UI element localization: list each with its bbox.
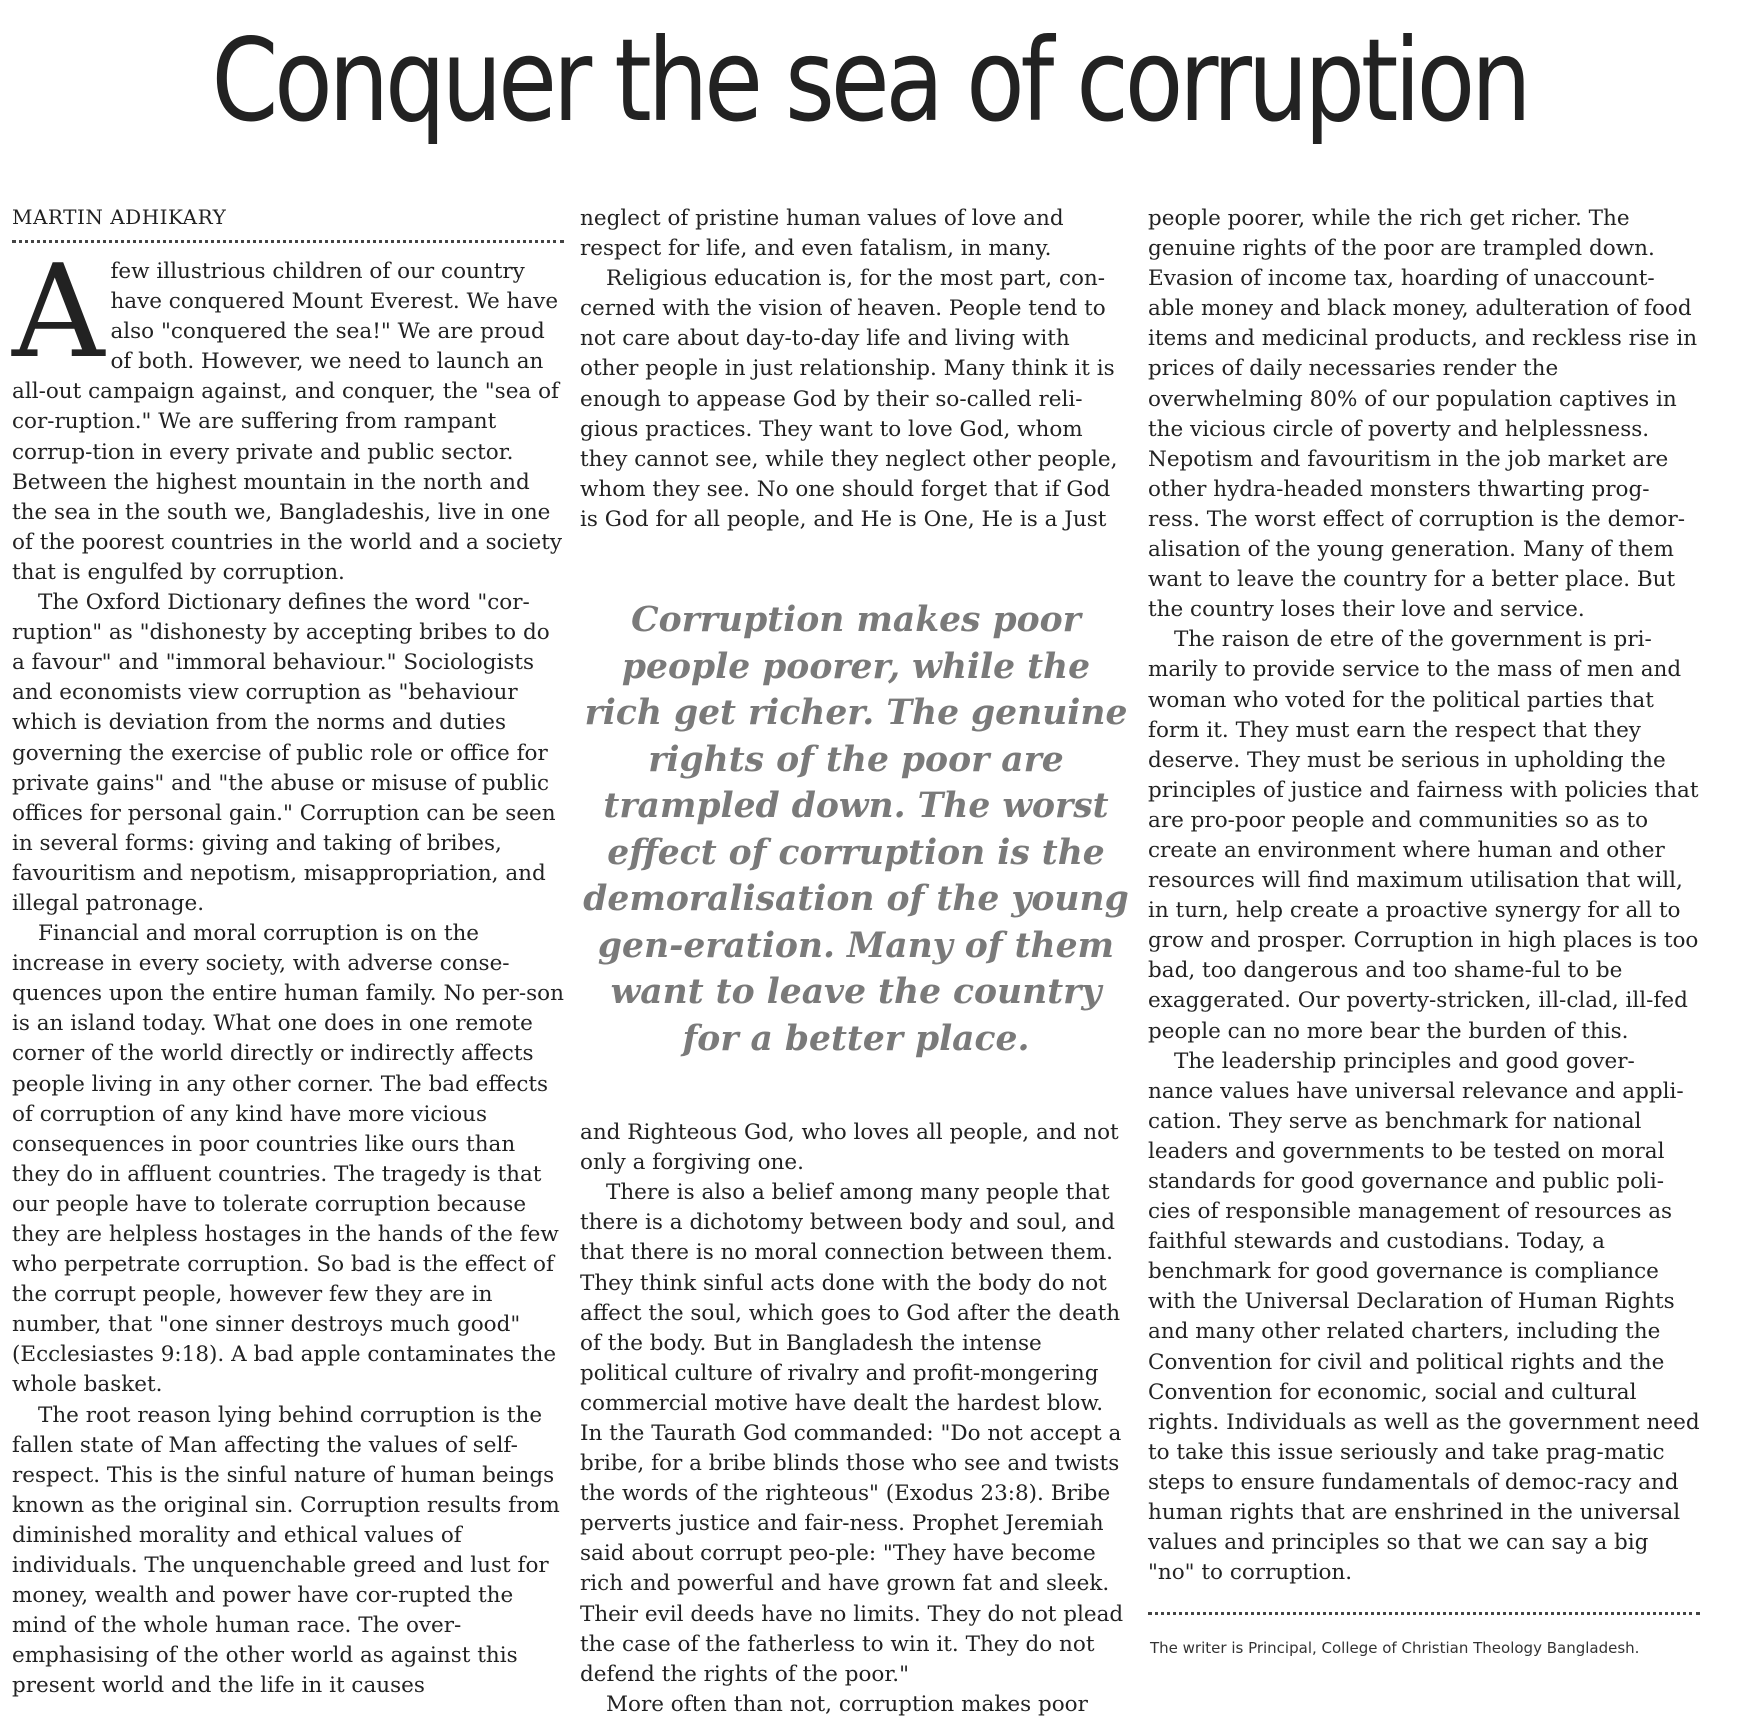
article-column-2	[580, 204, 1132, 1720]
pull-quote: Corruption makes poor people poorer, while the rich get richer. The genuine rights of the poor are trampled down. The worst effect of corruption is the demoralisation of the young gen-eration. Many of them want to leave the country for a better place.	[583, 600, 1129, 1059]
paragraph: The Oxford Dictionary defines the word "cor-ruption" as "dishonesty by accepting bribes to do a favour" and "immoral behaviour." Sociologists and economists view corruption as "behaviour which is deviation from the norms and duties governing the exercise of public role or office for private gains" and "the abuse or misuse of public offices for personal gain." Corruption can be seen in several forms: giving and taking of bribes, favouritism and nepotism, misappropriation, and illegal patronage.	[12, 590, 556, 916]
paragraph: neglect of pristine human values of love and respect for life, and even fatalism, in many.	[580, 206, 1064, 262]
paragraph: The root reason lying behind corruption is the fallen state of Man affecting the values of self-respect. This is the sinful nature of human beings known as the original sin. Corruption results from diminished morality and ethical values of individuals. The unquenchable greed and lust for money, wealth and power have cor-rupted the mind of the whole human race. The over-emphasising of the other world as against this present world and the life in it causes	[12, 1402, 560, 1699]
author-tagline: The writer is Principal, College of Christian Theology Bangladesh.	[1150, 1639, 1640, 1658]
footer-divider	[1148, 1612, 1700, 1615]
article-column-1	[12, 204, 564, 1702]
paragraph-text: few illustrious children of our country have conquered Mount Everest. We have also "conquered the sea!" We are proud of both. However, we need to launch an all-out campaign against, and conquer, the "sea of cor-ruption." We are suffering from rampant corrup-tion in every private and public sector. Between the highest mountain in the north and the sea in the south we, Bangladeshis, live in one of the poorest countries in the world and a society that is engulfed by corruption.	[12, 259, 563, 585]
paragraph: The raison de etre of the government is pri-marily to provide service to the mass of men and woman who voted for the political parties that form it. They must earn the respect that they deserve. They must be serious in upholding the principles of justice and fairness with policies that are pro-poor people and communities so as to create an environment where human and other resources will find maximum utilisation that will, in turn, help create a proactive synergy for all to grow and prosper. Corruption in high places is too bad, too dangerous and too shame-ful to be exaggerated. Our poverty-stricken, ill-clad, ill-fed people can no more bear the burden of this.	[1148, 627, 1699, 1044]
paragraph	[12, 238, 564, 588]
paragraph: The leadership principles and good gover-nance values have universal relevance and appli-cation. They serve as benchmark for national leaders and governments to be tested on moral standards for good governance and public poli-cies of responsible management of resources as faithful stewards and custodians. Today, a benchmark for good governance is compliance with the Universal Declaration of Human Rights and many other related charters, including the Convention for civil and political rights and the Convention for economic, social and cultural rights. Individuals as well as the government need to take this issue seriously and take prag-matic steps to ensure fundamentals of democ-racy and human rights that are enshrined in the universal values and principles so that we can say a big "no" to corruption.	[1148, 1048, 1700, 1586]
paragraph: and Righteous God, who loves all people, and not only a forgiving one.	[580, 1120, 1119, 1176]
byline: MARTIN ADHIKARY	[12, 204, 564, 243]
drop-cap: A	[12, 238, 105, 387]
paragraph: More often than not, corruption makes poor	[606, 1691, 1088, 1717]
paragraph: There is also a belief among many people that there is a dichotomy between body and soul, and that there is no moral connection between them. They think sinful acts done with the body do not affect the soul, which goes to God after the death of the body. But in Bangladesh the intense political culture of rivalry and profit-mongering commercial motive have dealt the hardest blow. In the Taurath God commanded: "Do not accept a bribe, for a bribe blinds those who see and twists the words of the righteous" (Exodus 23:8). Bribe perverts justice and fair-ness. Prophet Jeremiah said about corrupt peo-ple: "They have become rich and powerful and have grown fat and sleek. Their evil deeds have no limits. They do not plead the case of the fatherless to win it. They do not defend the rights of the poor."	[580, 1180, 1124, 1687]
headline: Conquer the sea of corruption	[211, 14, 1528, 147]
paragraph: Financial and moral corruption is on the increase in every society, with adverse conse-quences upon the entire human family. No per-son is an island today. What one does in one remote corner of the world directly or indirectly affects people living in any other corner. The bad effects of corruption of any kind have more vicious consequences in poor countries like ours than they do in affluent countries. The tragedy is that our people have to tolerate corruption because they are helpless hostages in the hands of the few who perpetrate corruption. So bad is the effect of the corrupt people, however few they are in number, that "one sinner destroys much good" (Ecclesiastes 9:18). A bad apple contaminates the whole basket.	[12, 921, 564, 1398]
paragraph: people poorer, while the rich get richer. The genuine rights of the poor are trampled down. Evasion of income tax, hoarding of unaccount-able money and black money, adulteration of food items and medicinal products, and reckless rise in prices of daily necessaries render the overwhelming 80% of our population captives in the vicious circle of poverty and helplessness. Nepotism and favouritism in the job market are other hydra-headed monsters thwarting prog-ress. The worst effect of corruption is the demor-alisation of the young generation. Many of them want to leave the country for a better place. But the country loses their love and service.	[1148, 206, 1698, 623]
article-column-3	[1148, 204, 1700, 1663]
paragraph: Religious education is, for the most part, con-cerned with the vision of heaven. People tend to not care about day-to-day life and living with other people in just relationship. Many think it is enough to appease God by their so-called reli-gious practices. They want to love God, whom they cannot see, while they neglect other people, whom they see. No one should forget that if God is God for all people, and He is One, He is a Just	[580, 266, 1118, 532]
